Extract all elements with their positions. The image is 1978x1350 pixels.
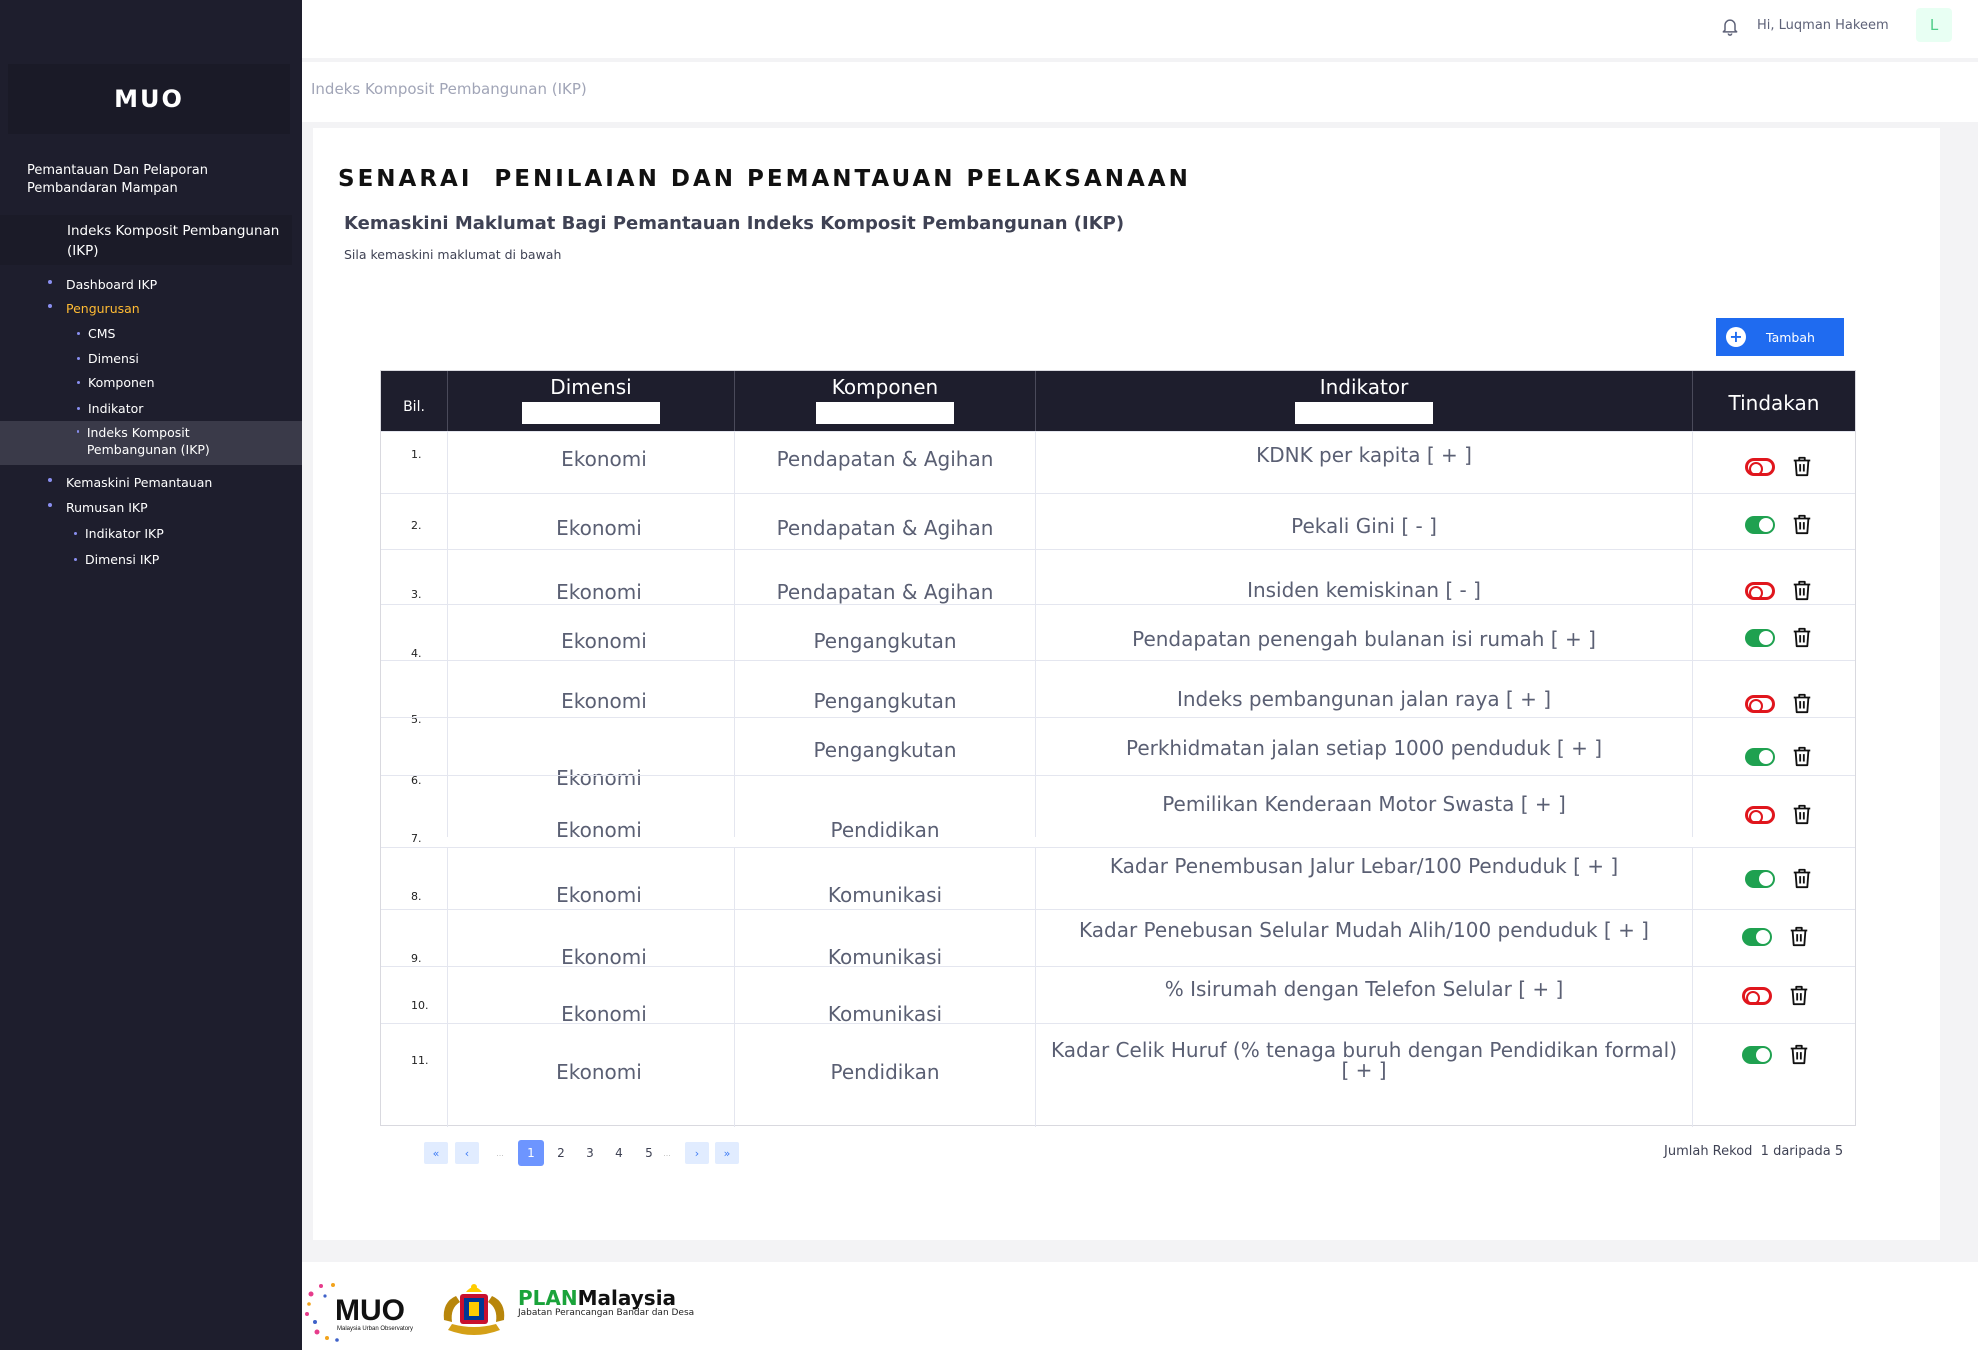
- cell-bil: 10.: [381, 967, 448, 1023]
- jata-negara-emblem: [436, 1280, 512, 1338]
- svg-text:Malaysia Urban Observatory: Malaysia Urban Observatory: [337, 1326, 414, 1332]
- page-prev-button[interactable]: ‹: [455, 1142, 479, 1164]
- cell-dimensi: Ekonomi: [448, 432, 735, 493]
- delete-trash-icon[interactable]: [1791, 454, 1813, 478]
- status-toggle[interactable]: [1745, 870, 1775, 888]
- status-toggle[interactable]: [1745, 695, 1775, 713]
- sidebar-item-dimensi[interactable]: Dimensi: [77, 351, 139, 366]
- sidebar-item-cms[interactable]: CMS: [77, 326, 115, 341]
- table-row: [381, 717, 1855, 790]
- brand-logo[interactable]: MUO: [8, 64, 290, 134]
- cell-komponen: Pengangkutan: [735, 661, 1036, 717]
- sidebar-group-ikp[interactable]: [0, 215, 292, 265]
- cell-indikator: % Isirumah dengan Telefon Selular [ + ]: [1036, 967, 1693, 1023]
- cell-bil: 6.: [381, 718, 448, 775]
- cell-bil: 9.: [381, 910, 448, 966]
- sidebar-item-dimensi-ikp[interactable]: Dimensi IKP: [74, 552, 159, 567]
- page-next-button[interactable]: ›: [685, 1142, 709, 1164]
- delete-trash-icon[interactable]: [1791, 578, 1813, 602]
- cell-bil: 2.: [381, 494, 448, 549]
- add-button-label: Tambah: [1766, 329, 1815, 345]
- bullet-icon: [48, 478, 52, 482]
- table-row: [381, 660, 1855, 726]
- cell-komponen: Komunikasi: [735, 967, 1036, 1023]
- bullet-icon: [74, 532, 77, 535]
- page-5-button[interactable]: 5: [645, 1146, 653, 1160]
- header-bil: Bil.: [381, 371, 448, 431]
- cell-komponen: Komunikasi: [735, 910, 1036, 966]
- cell-dimensi: Ekonomi: [448, 910, 735, 966]
- cell-indikator: Indeks pembangunan jalan raya [ + ]: [1036, 661, 1693, 717]
- sidebar-item-indikator[interactable]: Indikator: [77, 401, 143, 416]
- cell-indikator: Kadar Penebusan Selular Mudah Alih/100 penduduk [ + ]: [1036, 910, 1693, 966]
- cell-dimensi: Ekonomi: [448, 718, 735, 775]
- table-header: [381, 371, 1855, 431]
- cell-komponen: Pendapatan & Agihan: [735, 494, 1036, 549]
- bullet-icon: [48, 304, 52, 308]
- bullet-icon: [77, 332, 80, 335]
- sidebar-item-ikp[interactable]: Indeks Komposit Pembangunan (IKP): [77, 424, 227, 458]
- status-toggle[interactable]: [1745, 629, 1775, 647]
- cell-komponen: Pengangkutan: [735, 718, 1036, 775]
- delete-trash-icon[interactable]: [1791, 802, 1813, 826]
- cell-tindakan: [1693, 661, 1855, 717]
- page-ellipsis: ...: [663, 1148, 671, 1158]
- cell-bil: 4.: [381, 605, 448, 660]
- cell-tindakan: [1693, 967, 1855, 1023]
- cell-komponen: Pendapatan & Agihan: [735, 550, 1036, 604]
- page-subtitle: Kemaskini Maklumat Bagi Pemantauan Indeks Komposit Pembangunan (IKP): [344, 213, 1125, 234]
- sidebar-item-pengurusan[interactable]: Pengurusan: [48, 301, 140, 316]
- cell-bil: 7.: [381, 776, 448, 837]
- cell-indikator: Perkhidmatan jalan setiap 1000 penduduk [ + ]: [1036, 718, 1693, 775]
- page-2-button[interactable]: 2: [557, 1146, 565, 1160]
- table-row: [381, 775, 1855, 845]
- status-toggle[interactable]: [1742, 1046, 1772, 1064]
- bullet-icon: [74, 558, 77, 561]
- cell-komponen: Pendidikan: [735, 1024, 1036, 1127]
- cell-indikator: Pendapatan penengah bulanan isi rumah [ + ]: [1036, 605, 1693, 660]
- page-1-button[interactable]: 1: [518, 1140, 544, 1166]
- cell-dimensi: Ekonomi: [448, 967, 735, 1023]
- page-ellipsis: ...: [496, 1148, 504, 1158]
- sidebar-item-komponen[interactable]: Komponen: [77, 375, 155, 390]
- cell-komponen: Pengangkutan: [735, 605, 1036, 660]
- dimensi-filter-input[interactable]: [522, 402, 660, 424]
- cell-tindakan: [1693, 718, 1855, 775]
- cell-indikator: Insiden kemiskinan [ - ]: [1036, 550, 1693, 604]
- cell-indikator: KDNK per kapita [ + ]: [1036, 432, 1693, 493]
- cell-dimensi: Ekonomi: [448, 1024, 735, 1127]
- table-row: [381, 431, 1855, 493]
- table-row: [381, 847, 1855, 909]
- sidebar-group-label: Indeks Komposit Pembangunan (IKP): [67, 223, 280, 259]
- muo-logo: [303, 1280, 415, 1344]
- komponen-filter-input[interactable]: [816, 402, 954, 424]
- cell-bil: 3.: [381, 550, 448, 604]
- page-last-button[interactable]: »: [715, 1142, 739, 1164]
- cell-dimensi: Ekonomi: [448, 550, 735, 604]
- cell-dimensi: Ekonomi: [448, 494, 735, 549]
- bullet-icon: [77, 357, 80, 360]
- status-toggle[interactable]: [1745, 458, 1775, 476]
- page-4-button[interactable]: 4: [615, 1146, 623, 1160]
- delete-trash-icon[interactable]: [1791, 512, 1813, 536]
- sidebar-item-indikator-ikp[interactable]: Indikator IKP: [74, 526, 164, 541]
- page-title: SENARAI PENILAIAN DAN PEMANTAUAN PELAKSANAAN: [338, 166, 1191, 192]
- table-row: [381, 1023, 1855, 1127]
- bullet-icon: [77, 430, 79, 433]
- cell-tindakan: [1693, 1024, 1855, 1127]
- cell-komponen: Pendidikan: [735, 776, 1036, 837]
- cell-bil: 8.: [381, 848, 448, 909]
- table-row: [381, 493, 1855, 549]
- status-toggle[interactable]: [1745, 806, 1775, 824]
- planmalaysia-logo: PLANMalaysia Jabatan Perancangan Bandar dan Desa: [518, 1286, 695, 1318]
- cell-tindakan: [1693, 550, 1855, 604]
- table-row: [381, 909, 1855, 969]
- cell-indikator: Kadar Penembusan Jalur Lebar/100 Penduduk [ + ]: [1036, 848, 1693, 909]
- plus-circle-icon: +: [1726, 327, 1746, 347]
- breadcrumb: Indeks Komposit Pembangunan (IKP): [311, 80, 587, 98]
- page-hint: Sila kemaskini maklumat di bawah: [344, 247, 562, 262]
- cell-indikator: Pemilikan Kenderaan Motor Swasta [ + ]: [1036, 776, 1693, 837]
- cell-komponen: Komunikasi: [735, 848, 1036, 909]
- bell-icon[interactable]: [1720, 15, 1740, 37]
- cell-tindakan: [1693, 848, 1855, 909]
- cell-indikator: Pekali Gini [ - ]: [1036, 494, 1693, 549]
- avatar[interactable]: L: [1916, 8, 1952, 42]
- cell-dimensi: Ekonomi: [448, 848, 735, 909]
- sidebar: [0, 0, 302, 1350]
- bullet-icon: [77, 407, 80, 410]
- page-first-button[interactable]: «: [424, 1142, 448, 1164]
- header-indikator: Indikator: [1036, 371, 1693, 431]
- indicator-table: [380, 370, 1856, 1126]
- record-count: Jumlah Rekod 1 daripada 5: [1664, 1144, 1844, 1159]
- cell-bil: 1.: [381, 432, 448, 493]
- status-toggle[interactable]: [1745, 748, 1775, 766]
- delete-trash-icon[interactable]: [1791, 625, 1813, 649]
- cell-bil: 11.: [381, 1024, 448, 1127]
- header-dimensi: Dimensi: [448, 371, 735, 431]
- cell-tindakan: [1693, 605, 1855, 660]
- cell-dimensi: Ekonomi: [448, 605, 735, 660]
- delete-trash-icon[interactable]: [1791, 866, 1813, 890]
- status-toggle[interactable]: [1742, 987, 1772, 1005]
- sidebar-item-kemaskini-pemantauan[interactable]: Kemaskini Pemantauan: [48, 475, 212, 490]
- add-button[interactable]: [1716, 318, 1844, 356]
- cell-tindakan: [1693, 494, 1855, 549]
- cell-tindakan: [1693, 910, 1855, 966]
- delete-trash-icon[interactable]: [1788, 983, 1810, 1007]
- sidebar-section-title: Pemantauan Dan Pelaporan Pembandaran Mampan: [27, 163, 208, 196]
- table-row: [381, 604, 1855, 660]
- indikator-filter-input[interactable]: [1295, 402, 1433, 424]
- user-greeting[interactable]: Hi, Luqman Hakeem: [1757, 18, 1889, 33]
- bullet-icon: [48, 280, 52, 284]
- page-3-button[interactable]: 3: [586, 1146, 594, 1160]
- cell-dimensi: Ekonomi: [448, 776, 735, 837]
- header-tindakan: Tindakan: [1728, 391, 1820, 415]
- bullet-icon: [77, 381, 80, 384]
- cell-indikator: Kadar Celik Huruf (% tenaga buruh dengan Pendidikan formal) [ + ]: [1036, 1024, 1693, 1127]
- svg-text:MUO: MUO: [335, 1294, 405, 1327]
- cell-dimensi: Ekonomi: [448, 661, 735, 717]
- cell-bil: 5.: [381, 661, 448, 717]
- cell-tindakan: [1693, 776, 1855, 837]
- table-row: [381, 966, 1855, 1026]
- cell-komponen: Pendapatan & Agihan: [735, 432, 1036, 493]
- delete-trash-icon[interactable]: [1788, 1042, 1810, 1066]
- delete-trash-icon[interactable]: [1791, 744, 1813, 768]
- status-toggle[interactable]: [1745, 582, 1775, 600]
- bullet-icon: [48, 503, 52, 507]
- status-toggle[interactable]: [1745, 516, 1775, 534]
- sidebar-item-dashboard-ikp[interactable]: Dashboard IKP: [48, 277, 157, 292]
- table-row: [381, 549, 1855, 604]
- header-komponen: Komponen: [735, 371, 1036, 431]
- sidebar-item-rumusan-ikp[interactable]: Rumusan IKP: [48, 500, 148, 515]
- status-toggle[interactable]: [1742, 928, 1772, 946]
- delete-trash-icon[interactable]: [1788, 924, 1810, 948]
- cell-tindakan: [1693, 432, 1855, 493]
- delete-trash-icon[interactable]: [1791, 691, 1813, 715]
